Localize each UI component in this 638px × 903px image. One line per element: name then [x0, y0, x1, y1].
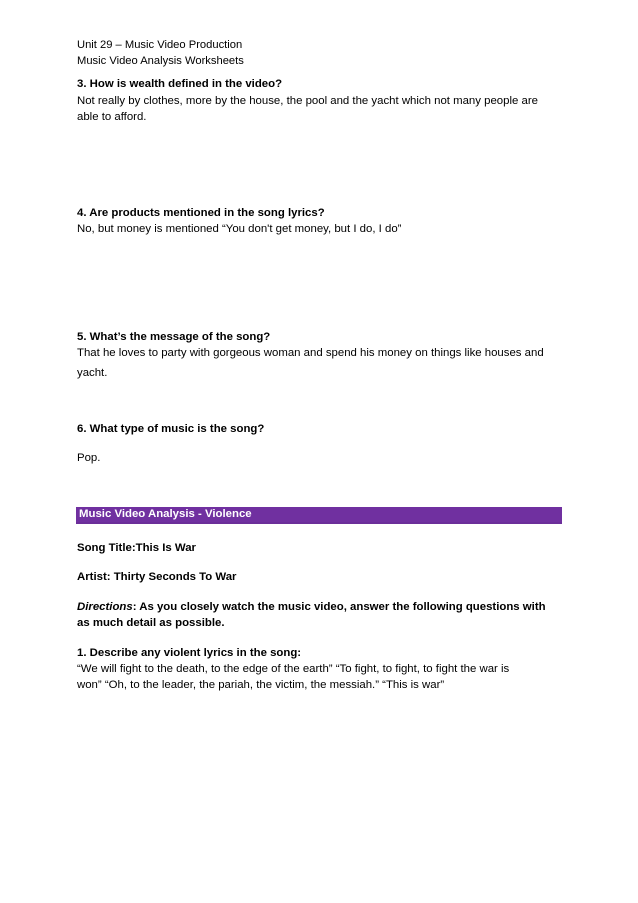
directions-label: Directions [77, 601, 133, 613]
answer-4: No, but money is mentioned “You don't get money, but I do, I do” [77, 223, 402, 235]
answer-6: Pop. [77, 452, 101, 464]
song-title: Song Title:This Is War [77, 542, 196, 554]
directions-line-1 [77, 600, 546, 615]
directions-line-2: as much detail as possible. [77, 617, 225, 629]
question-5: 5. What’s the message of the song? [77, 331, 271, 343]
question-6: 6. What type of music is the song? [77, 423, 265, 435]
section-question-1: 1. Describe any violent lyrics in the song: [77, 647, 302, 659]
answer-5-line-1: That he loves to party with gorgeous woman and spend his money on things like houses and [77, 347, 544, 359]
question-4: 4. Are products mentioned in the song lyrics? [77, 207, 325, 219]
answer-3-line-1: Not really by clothes, more by the house, the pool and the yacht which not many people are [77, 95, 538, 107]
section-banner [76, 507, 562, 524]
artist: Artist: Thirty Seconds To War [77, 571, 237, 583]
question-3: 3. How is wealth defined in the video? [77, 78, 283, 90]
header-unit-title: Unit 29 – Music Video Production [77, 39, 243, 51]
header-worksheet-title: Music Video Analysis Worksheets [77, 55, 244, 67]
section-banner-title: Music Video Analysis - Violence [79, 508, 252, 520]
answer-5-line-2: yacht. [77, 367, 108, 379]
directions-text: : As you closely watch the music video, answer the following questions with [132, 601, 546, 613]
section-answer-1-line-2: won” “Oh, to the leader, the pariah, the victim, the messiah.” “This is war” [77, 679, 445, 691]
answer-3-line-2: able to afford. [77, 111, 147, 123]
section-answer-1-line-1: “We will fight to the death, to the edge of the earth” “To fight, to fight, to fight the war is [77, 663, 510, 675]
